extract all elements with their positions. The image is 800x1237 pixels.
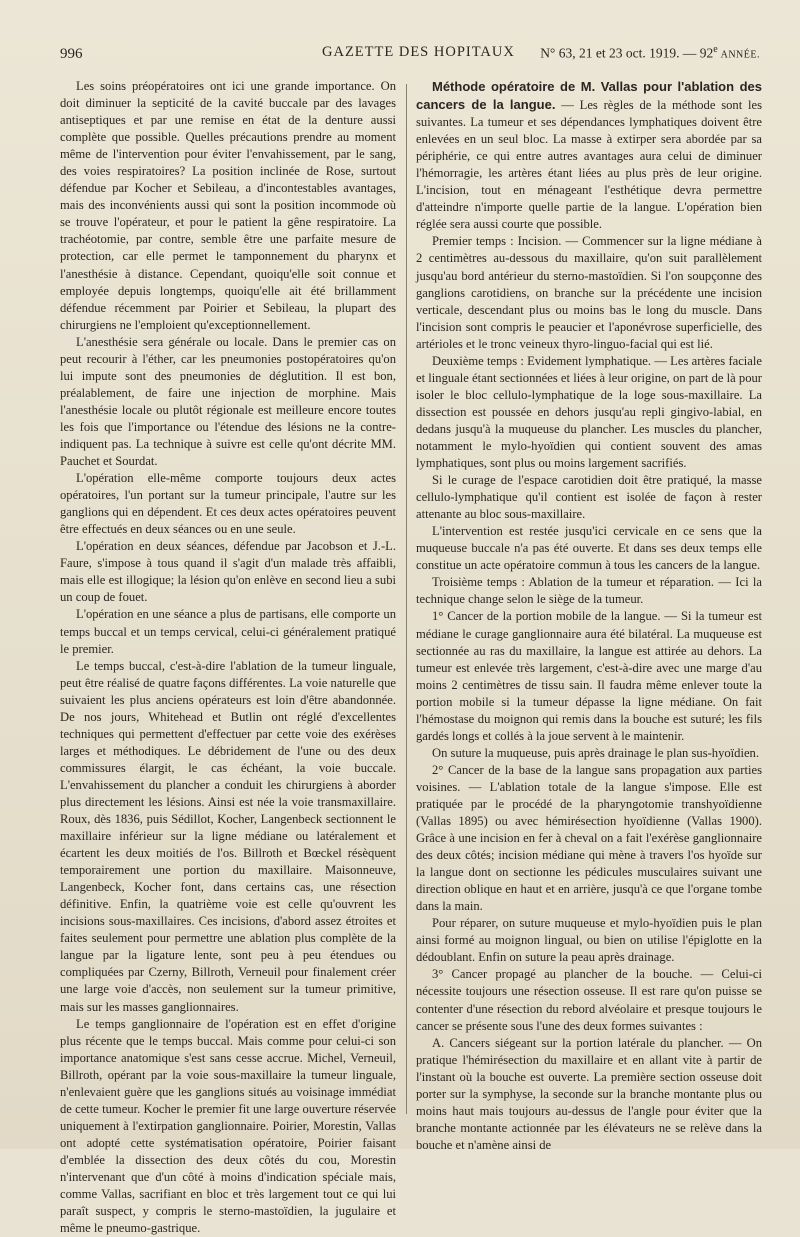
paragraph: Si le curage de l'espace carotidien doit être pratiqué, la masse cellulo-lymphatique qu'il contient est isolée de façon à rester attenante au bloc sous-maxillaire. (416, 473, 762, 522)
paragraph: L'opération en deux séances, défendue par Jacobson et J.-L. Faure, s'impose à tous quand il s'agit d'un malade très affaibli, mais elle est illogique; la lésion qu'on enlève en second lieu a subi un coup de fouet. (60, 539, 396, 605)
paragraph: 3° Cancer propagé au plancher de la bouche. — Celui-ci nécessite toujours une résection osseuse. Il est rare qu'on puisse se contenter d'une résection du rebord alvéolaire et presque toujours le cancer se présente sous l'une des deux formes suivantes : (416, 967, 762, 1033)
paragraph: Pour réparer, on suture muqueuse et mylo-hyoïdien puis le plan ainsi formé au moignon lingual, ou bien on utilise l'épiglotte en la dédoublant. Enfin on suture la peau après drainage. (416, 916, 762, 965)
paragraph: Les soins préopératoires ont ici une grande importance. On doit diminuer la septicité de la cavité buccale par des lavages antiseptiques et par une remise en état de la denture aussi complète que possible. Quelles précautions prendre au moment même de l'intervention pour éviter l'envahissement, par le sang, des voies respiratoires? La position inclinée de Rose, surtout défendue par Kocher et Sebileau, a d'incontestables avantages, mais des inconvénients aussi qui sont la position incommode où se trouve l'opérateur, et pour le patient la gêne respiratoire. La trachéotomie, par contre, semble être une parfaite mesure de protection, car elle permet le tamponnement du pharynx et l'anesthésie à distance. Cependant, quoiqu'elle soit connue et employée depuis longtemps, quoiqu'elle ait été brillamment défendue récemment par Poirier et Sebileau, la plupart des chirurgiens ne l'emploient qu'exceptionnellement. (60, 79, 396, 332)
paragraph: 1° Cancer de la portion mobile de la langue. — Si la tumeur est médiane le curage ganglionnaire aura été bilatéral. La muqueuse est sectionnée au ras du maxillaire, la langue est attirée au dehors. La tumeur est enlevée très largement, c'est-à-dire avec une marge d'au moins 2 centimètres de tissu sain. Il faudra même enlever toute la portion mobile si la tumeur dépasse la ligne médiane. On fait l'hémostase du moignon qui remis dans la bouche est suturé; les fils gardés longs et collés à la joue servent à le maintenir. (416, 609, 762, 743)
paragraph: On suture la muqueuse, puis après drainage le plan sus-hyoïdien. (432, 745, 760, 760)
paragraph: Deuxième temps : Evidement lymphatique. — Les artères faciale et linguale étant sectionnées et liées à leur origine, on part de là pour isoler le bloc cellulo-lymphatique de la loge sous-maxillaire. La dissection est poussée en dehors jusqu'au repli gingivo-labial, en dedans jusqu'à la muqueuse du plancher. Les muscles du plancher, notamment le mylo-hyoïdien qui contient souvent des amas lymphatiques, sont plus ou moins largement sacrifiés. (416, 353, 762, 471)
paragraph: Le temps buccal, c'est-à-dire l'ablation de la tumeur linguale, peut être réalisé de quatre façons différentes. La voie naturelle que suivaient les plus anciens opérateurs est loin d'être abandonnée. De nos jours, Whitehead et Butlin ont réglé d'excellentes techniques qui permettent d'effectuer par cette voie des exérèses larges et méthodiques. Le débridement de l'une ou des deux commissures élargit, le cas échéant, la voie buccale. L'envahissement du plancher a conduit les chirurgiens à aborder plus directement les lésions. Ainsi est née la voie transmaxillaire. Roux, dès 1836, puis Sédillot, Kocher, Langenbeck sectionnent le maxillaire inférieur sur la ligne médiane ou latéralement et écartent les deux moitiés de l'os. Billroth et Bœckel résèquent temporairement une portion du maxillaire. Maisonneuve, Langenbeck, Kocher font, dans certains cas, une résection définitive. Enfin, la quatrième voie est celle qu'ouvrent les incisions sous-maxillaires. Ces incisions, d'abord assez étroites et faites seulement pour permettre une ablation plus complète de la langue par la ligature lente, sont peu à peu étendues ou compliquées par Czerny, Billroth, Verneuil pour finalement créer une large voie d'accès, non seulement sur la tumeur primitive, mais sur les masses ganglionnaires. (60, 658, 396, 1014)
page-number: 996 (60, 46, 83, 62)
section-lead (416, 78, 762, 233)
issue-date: N° 63, 21 et 23 oct. 1919. — 92 (540, 45, 714, 61)
right-column (416, 78, 762, 1154)
paragraph: L'intervention est restée jusqu'ici cervicale en ce sens que la muqueuse buccale n'a pas été ouverte. Et dans ses deux temps elle constitue un acte opératoire commun à tous les cancers de la langue. (416, 524, 762, 573)
page-header (60, 38, 760, 68)
paragraph: Le temps ganglionnaire de l'opération est en effet d'origine plus récente que le temps buccal. Mais comme pour celui-ci son importance anatomique s'est sans cesse accrue. Michel, Verneuil, Billroth, opérant par la voie sous-maxillaire la tumeur linguale, n'enlevaient guère que les ganglions situés au voisinage immédiat de cette tumeur. Kocher le premier fit une large ouverture réservée uniquement à l'extirpation ganglionnaire. Poirier, Morestin, Vallas ont adopté cette systématisation opératoire, Poirier faisant d'emblée la dissection des deux côtés du cou, Morestin n'intervenant que d'un côté à moins d'indication spéciale mais, comme Vallas, sacrifiant en bloc et très largement tout ce qui lui paraît suspect, y compris le sterno-mastoïdien, la jugulaire et même le pneumo-gastrique. (60, 1016, 396, 1236)
paragraph: 2° Cancer de la base de la langue sans propagation aux parties voisines. — L'ablation totale de la langue s'impose. Elle est pratiquée par le procédé de la pharyngotomie transhyoïdienne (Vallas 1895) ou avec hémirésection hyoïdienne (Vallas 1900). Grâce à une incision en fer à cheval on a fait l'exérèse ganglionnaire des deux côtés; incision médiane qui mène à travers l'os hyoïde sur la langue dont on sectionne les pédicules musculaires suivant une direction oblique en haut et en arrière, jusqu'à ce que l'organe tombe dans la main. (416, 762, 762, 914)
issue-sup: e (713, 44, 719, 55)
paragraph: A. Cancers siégeant sur la portion latérale du plancher. — On pratique l'hémirésection du maxillaire et en allant vite à partir de l'instant où la bouche est ouverte. La première section osseuse doit porter sur la symphyse, la seconde sur la branche montante plus ou moins haut mais toujours au-dessus de l'angle pour éviter que la branche montante actionnée par les élévateurs ne se relève dans la bouche et n'amène ainsi de (416, 1035, 762, 1152)
paragraph: L'opération en une séance a plus de partisans, elle comporte un temps buccal et un temps cervical, celui-ci généralement pratiqué le premier. (60, 607, 396, 656)
paragraph: Premier temps : Incision. — Commencer sur la ligne médiane à 2 centimètres au-dessous du maxillaire, qu'on suit parallèlement jusqu'au bord antérieur du sterno-mastoïdien. Si l'on soupçonne des ganglions carotidiens, on branche sur la précédente une incision verticale, descendant plus ou moins bas le long du muscle. Dans l'incision sont compris le peaucier et l'aponévrose superficielle, des artérioles et le tronc veineux thyro-linguo-facial qui est lié. (416, 234, 762, 351)
issue-line (540, 44, 760, 62)
column-rule (406, 84, 407, 1114)
paragraph: — Les règles de la méthode sont les suivantes. La tumeur et ses dépendances lymphatiques doivent être enlevées en un seul bloc. La masse à extirper sera abordée par sa périphérie, ce qui entre autres avantages aura celui de diminuer l'hémorragie, les artères étant liées au plus près de leur origine. L'incision, tout en ménageant l'esthétique devra permettre d'atteindre n'importe quelle partie de la langue. L'opération bien réglée sera aussi courte que possible. (416, 98, 762, 232)
paragraph: Troisième temps : Ablation de la tumeur et réparation. — Ici la technique change selon le siège de la tumeur. (416, 575, 762, 607)
paragraph: L'anesthésie sera générale ou locale. Dans le premier cas on peut recourir à l'éther, car les pneumonies postopératoires qu'on lui impute sont des pneumonies de déglutition. Il est bon, préalablement, de faire une injection de morphine. Mais l'anesthésie locale ou plutôt régionale est meilleure encore toutes les fois que l'importance ou l'étendue des lésions ne la contre-indiquent pas. La technique à suivre est celle qu'ont décrite MM. Pauchet et Sourdat. (60, 334, 396, 469)
issue-year-label: ANNÉE. (718, 49, 760, 61)
left-column (60, 78, 396, 1237)
journal-title: GAZETTE DES HOPITAUX (322, 44, 515, 60)
paragraph: L'opération elle-même comporte toujours deux actes opératoires, l'un portant sur la tumeur principale, l'autre sur les ganglions qui en dépendent. Et ces deux actes opératoires peuvent être effectués en deux séances ou en une seule. (60, 471, 396, 537)
section-heading: Méthode opératoire de M. Vallas pour l'ablation des cancers de la langue. (416, 79, 762, 113)
